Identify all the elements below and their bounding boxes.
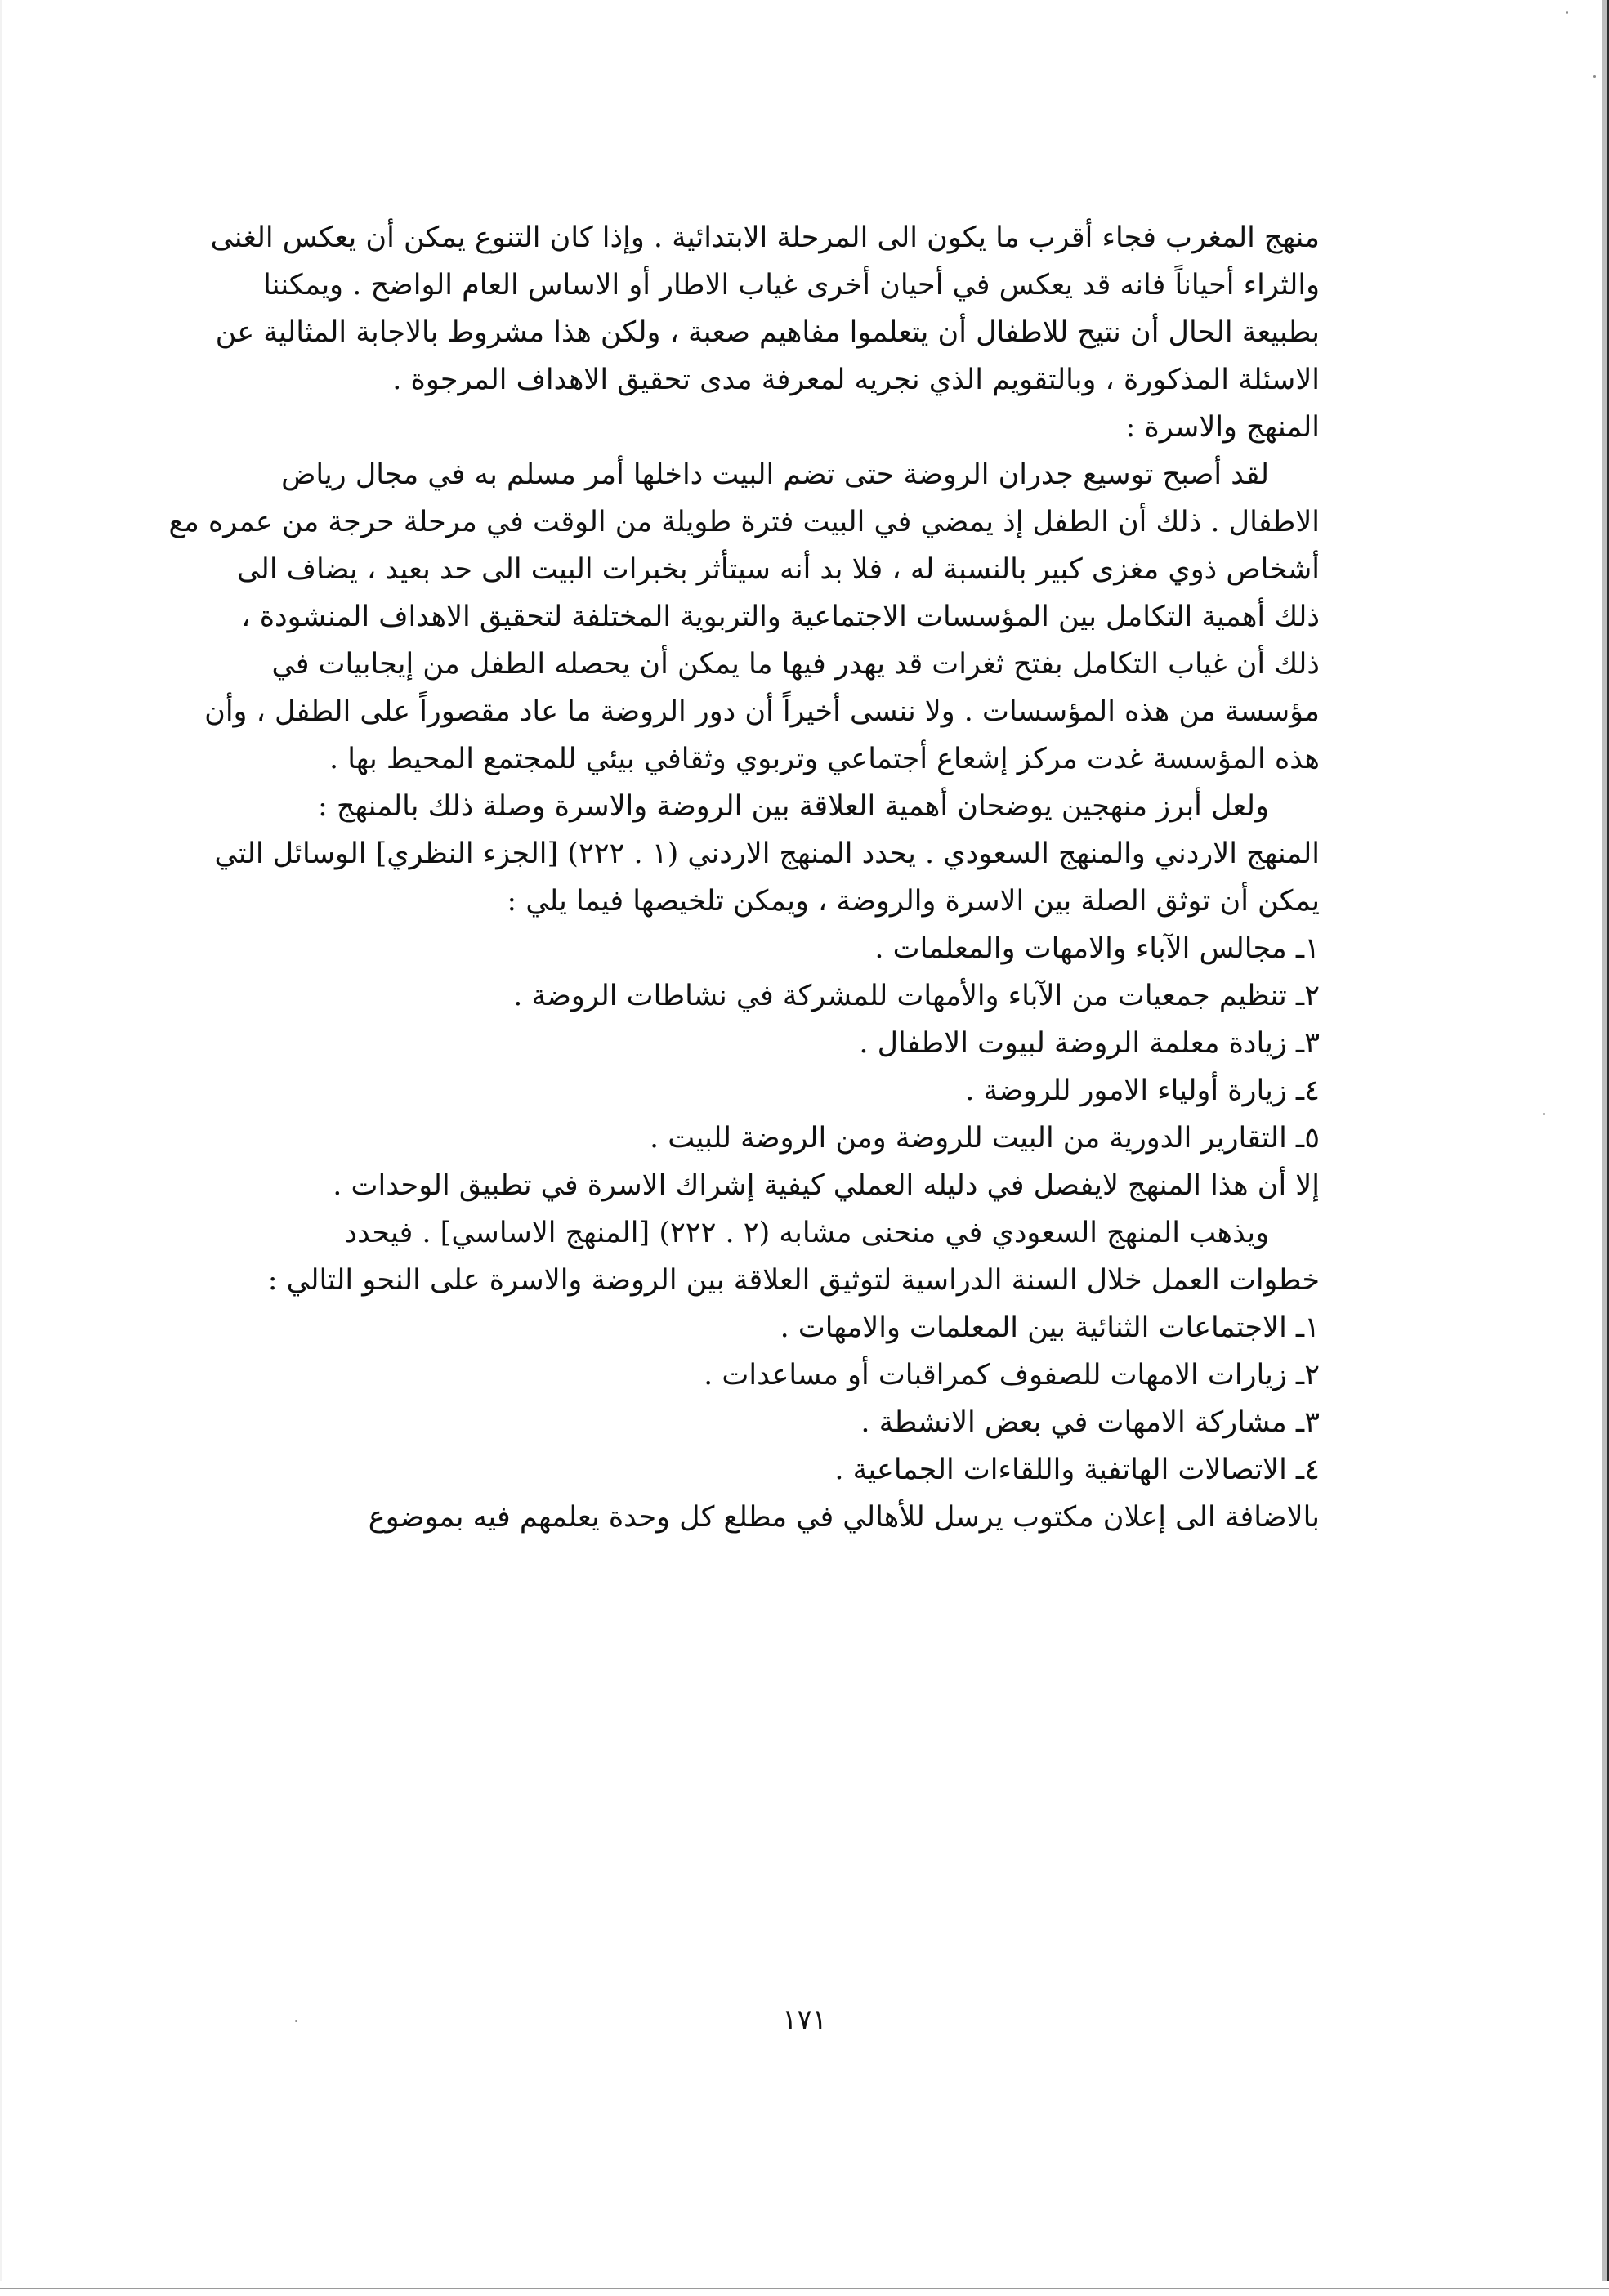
body-line: منهج المغرب فجاء أقرب ما يكون الى المرحلة الابتدائية . وإذا كان التنوع يمكن أن يعكس الغنى [210,221,1320,254]
saudi-list-item: ٤ـ الاتصالات الهاتفية واللقاءات الجماعية . [834,1454,1320,1486]
scan-speck [1593,75,1596,78]
jordan-note: إلا أن هذا المنهج لايفصل في دليله العملي كيفية إشراك الاسرة في تطبيق الوحدات . [333,1169,1320,1202]
scan-speck [1543,1113,1545,1115]
saudi-list-item: ٢ـ زيارات الامهات للصفوف كمراقبات أو مساعدات . [704,1359,1320,1391]
family-paragraph-line: الاطفال . ذلك أن الطفل إذ يمضي في البيت فترة طويلة من الوقت في مرحلة حرجة من عمره مع [168,506,1320,538]
saudi-paragraph-line: خطوات العمل خلال السنة الدراسية لتوثيق العلاقة بين الروضة والاسرة على النحو التالي : [267,1264,1320,1297]
jordan-list-item: ٢ـ تنظيم جمعيات من الآباء والأمهات للمشركة في نشاطات الروضة . [513,980,1320,1012]
curricula-paragraph-line: ولعل أبرز منهجين يوضحان أهمية العلاقة بين الروضة والاسرة وصلة ذلك بالمنهج : [318,790,1269,823]
family-paragraph-line: ذلك أن غياب التكامل بفتح ثغرات قد يهدر فيها ما يمكن أن يحصله الطفل من إيجابيات في [271,648,1320,681]
jordan-list-item: ٤ـ زيارة أولياء الامور للروضة . [965,1074,1320,1107]
page-left-edge [0,0,5,2296]
jordan-list-item: ١ـ مجالس الآباء والامهات والمعلمات . [874,932,1320,965]
curricula-paragraph-line: يمكن أن توثق الصلة بين الاسرة والروضة ، ويمكن تلخيصها فيما يلي : [507,885,1320,918]
curricula-paragraph-line: المنهج الاردني والمنهج السعودي . يحدد المنهج الاردني (١ . ٢٢٢) [الجزء النظري] الوسائل التي [214,838,1320,870]
closing-line: بالاضافة الى إعلان مكتوب يرسل للأهالي في مطلع كل وحدة يعلمهم فيه بموضوع [368,1501,1320,1534]
page-bottom-edge [0,2281,1609,2296]
family-paragraph-line: لقد أصبح توسيع جدران الروضة حتى تضم البيت داخلها أمر مسلم به في مجال رياض [281,458,1269,491]
family-paragraph-line: أشخاص ذوي مغزى كبير بالنسبة له ، فلا بد أنه سيتأثر بخبرات البيت الى حد بعيد ، يضاف الى [236,553,1320,586]
saudi-paragraph-line: ويذهب المنهج السعودي في منحنى مشابه (٢ . ٢٢٢) [المنهج الاساسي] . فيحدد [344,1217,1269,1249]
body-line: الاسئلة المذكورة ، وبالتقويم الذي نجريه لمعرفة مدى تحقيق الاهداف المرجوة . [392,364,1320,396]
page-number: ١٧١ [782,2003,827,2036]
jordan-list-item: ٣ـ زيادة معلمة الروضة لبيوت الاطفال . [859,1027,1320,1060]
family-paragraph-line: ذلك أهمية التكامل بين المؤسسات الاجتماعية والتربوية المختلفة لتحقيق الاهداف المنشودة ، [241,601,1320,633]
saudi-list-item: ١ـ الاجتماعات الثنائية بين المعلمات والامهات . [780,1311,1320,1344]
scan-speck [1566,11,1568,14]
saudi-list-item: ٣ـ مشاركة الامهات في بعض الانشطة . [860,1406,1320,1439]
body-line: والثراء أحياناً فانه قد يعكس في أحيان أخرى غياب الاطار أو الاساس العام الواضح . ويمكننا [263,269,1320,302]
body-line: بطبيعة الحال أن نتيح للاطفال أن يتعلموا مفاهيم صعبة ، ولكن هذا مشروط بالاجابة المثالية عن [215,316,1320,349]
jordan-list-item: ٥ـ التقارير الدورية من البيت للروضة ومن الروضة للبيت . [649,1122,1320,1155]
family-paragraph-line: هذه المؤسسة غدت مركز إشعاع أجتماعي وتربوي وثقافي بيئي للمجتمع المحيط بها . [329,743,1320,775]
page-text [163,214,1320,1541]
family-paragraph-line: مؤسسة من هذه المؤسسات . ولا ننسى أخيراً أن دور الروضة ما عاد مقصوراً على الطفل ، وأن [204,695,1320,728]
section-heading: المنهج والاسرة : [1125,411,1320,444]
page-right-edge [1602,0,1609,2296]
